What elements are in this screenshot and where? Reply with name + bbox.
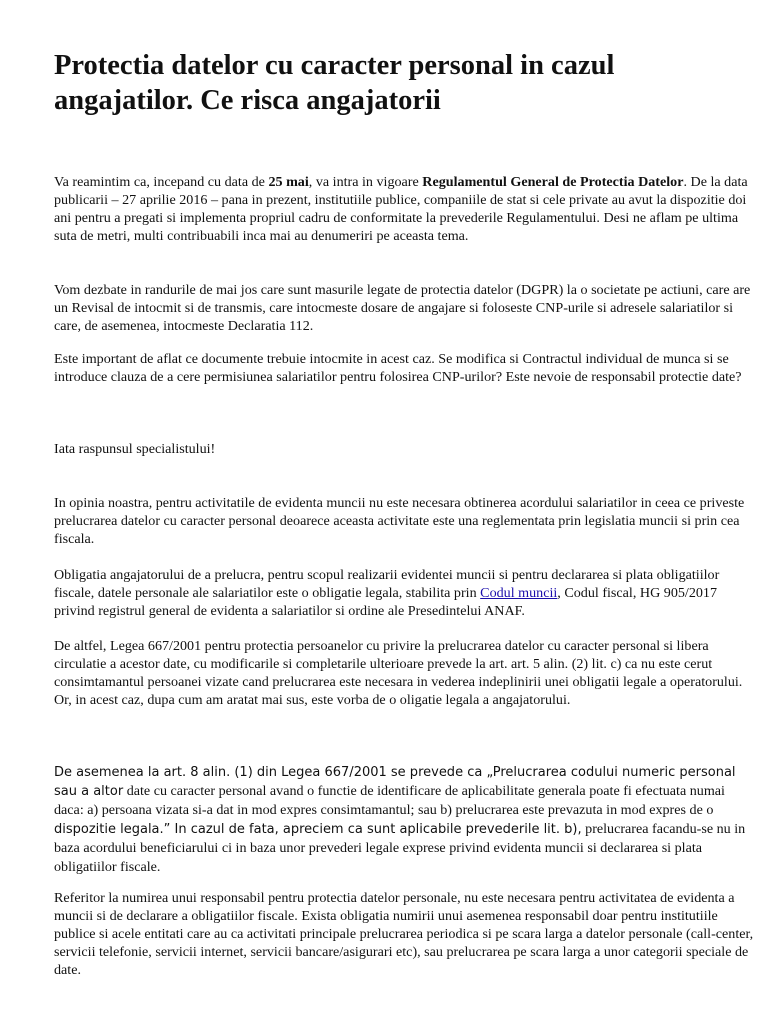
paragraph-data-officer: Referitor la numirea unui responsabil pentru protectia datelor personale, nu este necesara pentru activitatea de evidenta a muncii si de declarare a obligatiilor fiscale. Exista obligatia numirii unui asemenea responsabil doar pentru institutiile publice si acele entitati care au ca activitati principale prelucrarea periodica si pe scara larga a datelor personale (call-center, servicii telefonie, servicii internet, servicii bancare/asigurari etc), sau prelucrarea pe scara larga a unor categorii speciale de date. [54, 890, 754, 978]
paragraph-specialist-answer: Iata raspunsul specialistului! [54, 441, 216, 457]
paragraph-law-667: De altfel, Legea 667/2001 pentru protectia persoanelor cu privire la prelucrarea datelor cu caracter personal si libera circulatie a acestor date, cu modificarile si completarile ulterioare prevede la art. art. 5 alin. (2) lit. c) ca nu este cerut consimtamantul persoanei vizate cand prelucrarea este necesara in vederea indeplinirii unei obligatii legale a operatorului. Or, in acest caz, dupa cum am aratat mai sus, este vorba de o oligatie legala a angajatorului. [54, 638, 743, 708]
paragraph-opinion: In opinia noastra, pentru activitatile de evidenta muncii nu este necesara obtinerea acordului salariatilor in ceea ce priveste prelucrarea datelor cu caracter personal deoarece aceasta activitate este una reglementata prin legislatia muncii si prin cea fiscala. [54, 495, 745, 547]
paragraph-art-8 [54, 764, 754, 877]
date-highlight: 25 mai [268, 174, 309, 190]
article-title: Protectia datelor cu caracter personal in cazul angajatilor. Ce risca angajatorii [54, 50, 615, 116]
codul-muncii-link[interactable]: Codul muncii [480, 585, 558, 601]
paragraph-intro [54, 173, 754, 245]
intro-text-c: , va intra in vigoare [308, 174, 423, 190]
legal-obligation-text-a: Obligatia angajatorului de a prelucra, pentru scopul realizarii evidentei muncii si pentru declararea si plata obligatiilor fiscale, datele personale ale salariatilor este o obligatie legala, stabilita prin [54, 567, 720, 601]
legal-obligation-text-b: , Codul fiscal, HG 905/2017 privind registrul general de evidenta a salariatilor si ordine ale Presedintelui ANAF. [54, 585, 718, 619]
paragraph-question: Este important de aflat ce documente trebuie intocmite in acest caz. Se modifica si Contractul individual de munca si se introduce clauza de a cere permisiunea salariatilor pentru folosirea CNP-urilor? Este nevoie de responsabil protectie date? [54, 351, 742, 385]
art8-text-c: dispozitie legala.” In cazul de fata, apreciem ca sunt aplicabile prevederile lit. b), [54, 822, 582, 837]
paragraph-dgpr-measures: Vom dezbate in randurile de mai jos care sunt masurile legate de protectia datelor (DGPR) la o societate pe actiuni, care are un Revisal de intocmit si de transmis, care intocmeste dosare de angajare si foloseste CNP-urile si adresele salariatilor si care, de asemenea, intocmeste Declaratia 112. [54, 282, 751, 334]
art8-text-a: De asemenea la art. 8 alin. (1) din Legea 667/2001 se prevede ca „Prelucrarea codului numeric personal sau a altor [54, 765, 736, 799]
intro-text-a: Va reamintim ca, incepand cu data de [54, 174, 269, 190]
art8-text-d: prelucrarea facandu-se nu in baza acordului beneficiarului ci in baza unor prevederi legale exprese privind evidenta muncii si declararea si plata obligatiilor fiscale. [54, 821, 746, 875]
regulation-name: Regulamentul General de Protectia Datelor [422, 174, 684, 190]
paragraph-legal-obligation [54, 566, 754, 620]
art8-text-b: date cu caracter personal avand o functie de identificare de aplicabilitate generala poate fi efectuata numai daca: a) persoana vizata si-a dat in mod expres consimtamantul; sau b) prelucrarea este prevazuta in mod expres de o [54, 783, 725, 818]
intro-text-e: . De la data publicarii – 27 aprilie 2016 – pana in prezent, institutiile publice, companiile de stat si cele private au avut la dispozitie doi ani pentru a pregati si implementa propriul cadru de conformitate la prevederile Regulamentului. Desi ne aflam pe ultima suta de metri, multi contribuabili inca mai au denumeriri pe aceasta tema. [54, 174, 748, 244]
